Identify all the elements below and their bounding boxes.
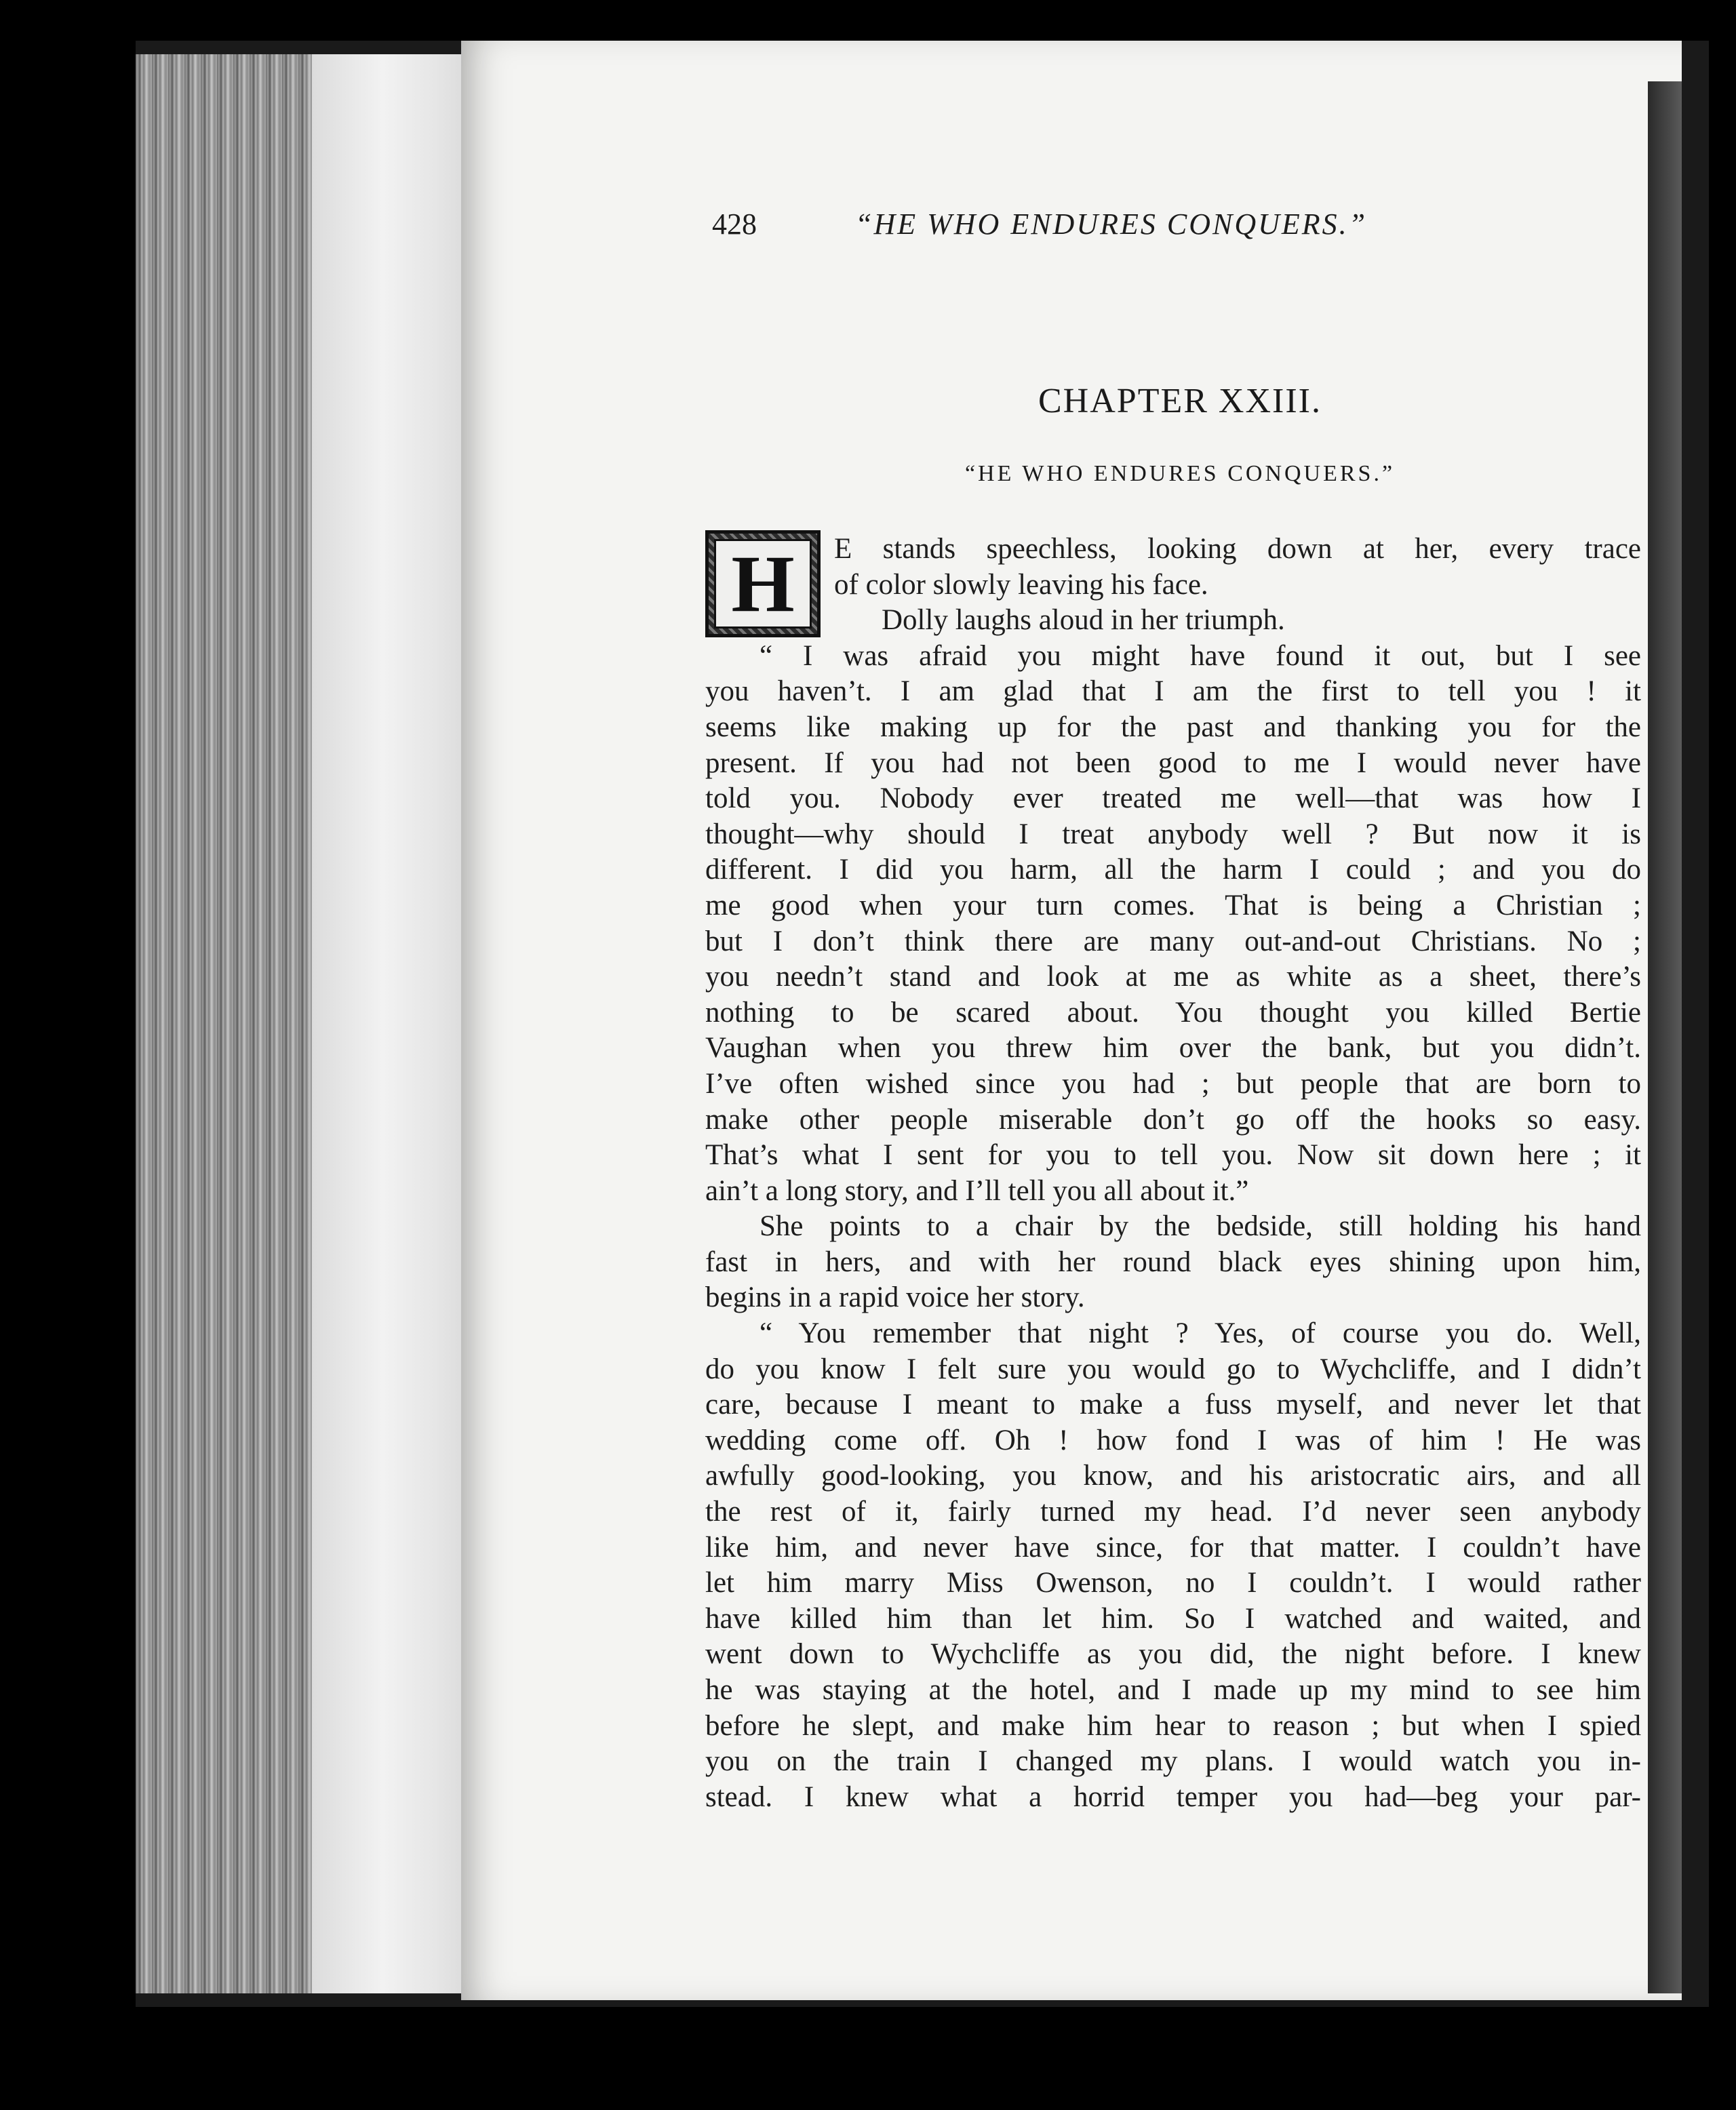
- page-gutter-shadow: [1648, 81, 1682, 1993]
- text-line: I’ve often wished since you had ; but people that are born to: [705, 1067, 1641, 1100]
- text-line: different. I did you harm, all the harm I could ; and you do: [705, 854, 1641, 886]
- text-line: “ You remember that night ? Yes, of course you do. Well,: [760, 1317, 1641, 1350]
- text-line: he was staying at the hotel, and I made up my mind to see him: [705, 1674, 1641, 1706]
- text-line: the rest of it, fairly turned my head. I’d never seen anybody: [705, 1496, 1641, 1528]
- text-line: wedding come off. Oh ! how fond I was of him ! He was: [705, 1424, 1641, 1456]
- chapter-title: CHAPTER XXIII.: [1038, 382, 1322, 420]
- text-line: awfully good-looking, you know, and his aristocratic airs, and all: [705, 1460, 1641, 1492]
- page-edges: [136, 54, 488, 1993]
- text-line: do you know I felt sure you would go to Wychcliffe, and I didn’t: [705, 1353, 1641, 1385]
- text-line: That’s what I sent for you to tell you. Now sit down here ; it: [705, 1139, 1641, 1172]
- text-line: begins in a rapid voice her story.: [705, 1281, 1085, 1314]
- text-line: let him marry Miss Owenson, no I couldn’t. I would rather: [705, 1567, 1641, 1599]
- text-line: care, because I meant to make a fuss myself, and never let that: [705, 1389, 1641, 1421]
- text-line: but I don’t think there are many out-and-out Christians. No ;: [705, 925, 1641, 957]
- text-line: thought—why should I treat anybody well ? But now it is: [705, 818, 1641, 850]
- text-line: fast in hers, and with her round black eyes shining upon him,: [705, 1246, 1641, 1278]
- text-line: make other people miserable don’t go off the hooks so easy.: [705, 1103, 1641, 1136]
- text-line: nothing to be scared about. You thought you killed Bertie: [705, 996, 1641, 1029]
- text-line: like him, and never have since, for that matter. I couldn’t have: [705, 1531, 1641, 1564]
- text-line: told you. Nobody ever treated me well—that was how I: [705, 782, 1641, 815]
- text-line: She points to a chair by the bedside, still holding his hand: [760, 1210, 1641, 1243]
- text-line: present. If you had not been good to me I would never have: [705, 747, 1641, 779]
- text-line: went down to Wychcliffe as you did, the night before. I knew: [705, 1638, 1641, 1671]
- text-line: me good when your turn comes. That is being a Christian ;: [705, 889, 1641, 921]
- text-line: E stands speechless, looking down at her, every trace: [834, 533, 1641, 565]
- text-line: have killed him than let him. So I watched and waited, and: [705, 1602, 1641, 1635]
- text-line: you haven’t. I am glad that I am the first to tell you ! it: [705, 675, 1641, 708]
- text-line: stead. I knew what a horrid temper you had—beg your par-: [705, 1780, 1641, 1813]
- text-line: Dolly laughs aloud in her triumph.: [882, 604, 1285, 637]
- drop-cap-letter: H: [714, 539, 812, 629]
- text-line: ain’t a long story, and I’ll tell you all about it.”: [705, 1174, 1249, 1207]
- text-line: “ I was afraid you might have found it out, but I see: [760, 639, 1641, 672]
- body-text: [705, 532, 1641, 1815]
- running-head-title: “HE WHO ENDURES CONQUERS.”: [855, 207, 1368, 241]
- text-line: you on the train I changed my plans. I would watch you in-: [705, 1745, 1641, 1778]
- text-line: you needn’t stand and look at me as white as a sheet, there’s: [705, 961, 1641, 993]
- text-line: seems like making up for the past and thanking you for the: [705, 711, 1641, 743]
- text-line: of color slowly leaving his face.: [834, 568, 1208, 601]
- chapter-subtitle: “HE WHO ENDURES CONQUERS.”: [964, 461, 1396, 486]
- text-line: before he slept, and make him hear to reason ; but when I spied: [705, 1709, 1641, 1742]
- running-head: [712, 207, 1458, 241]
- page-number: 428: [712, 207, 757, 241]
- text-line: Vaughan when you threw him over the bank, but you didn’t.: [705, 1032, 1641, 1064]
